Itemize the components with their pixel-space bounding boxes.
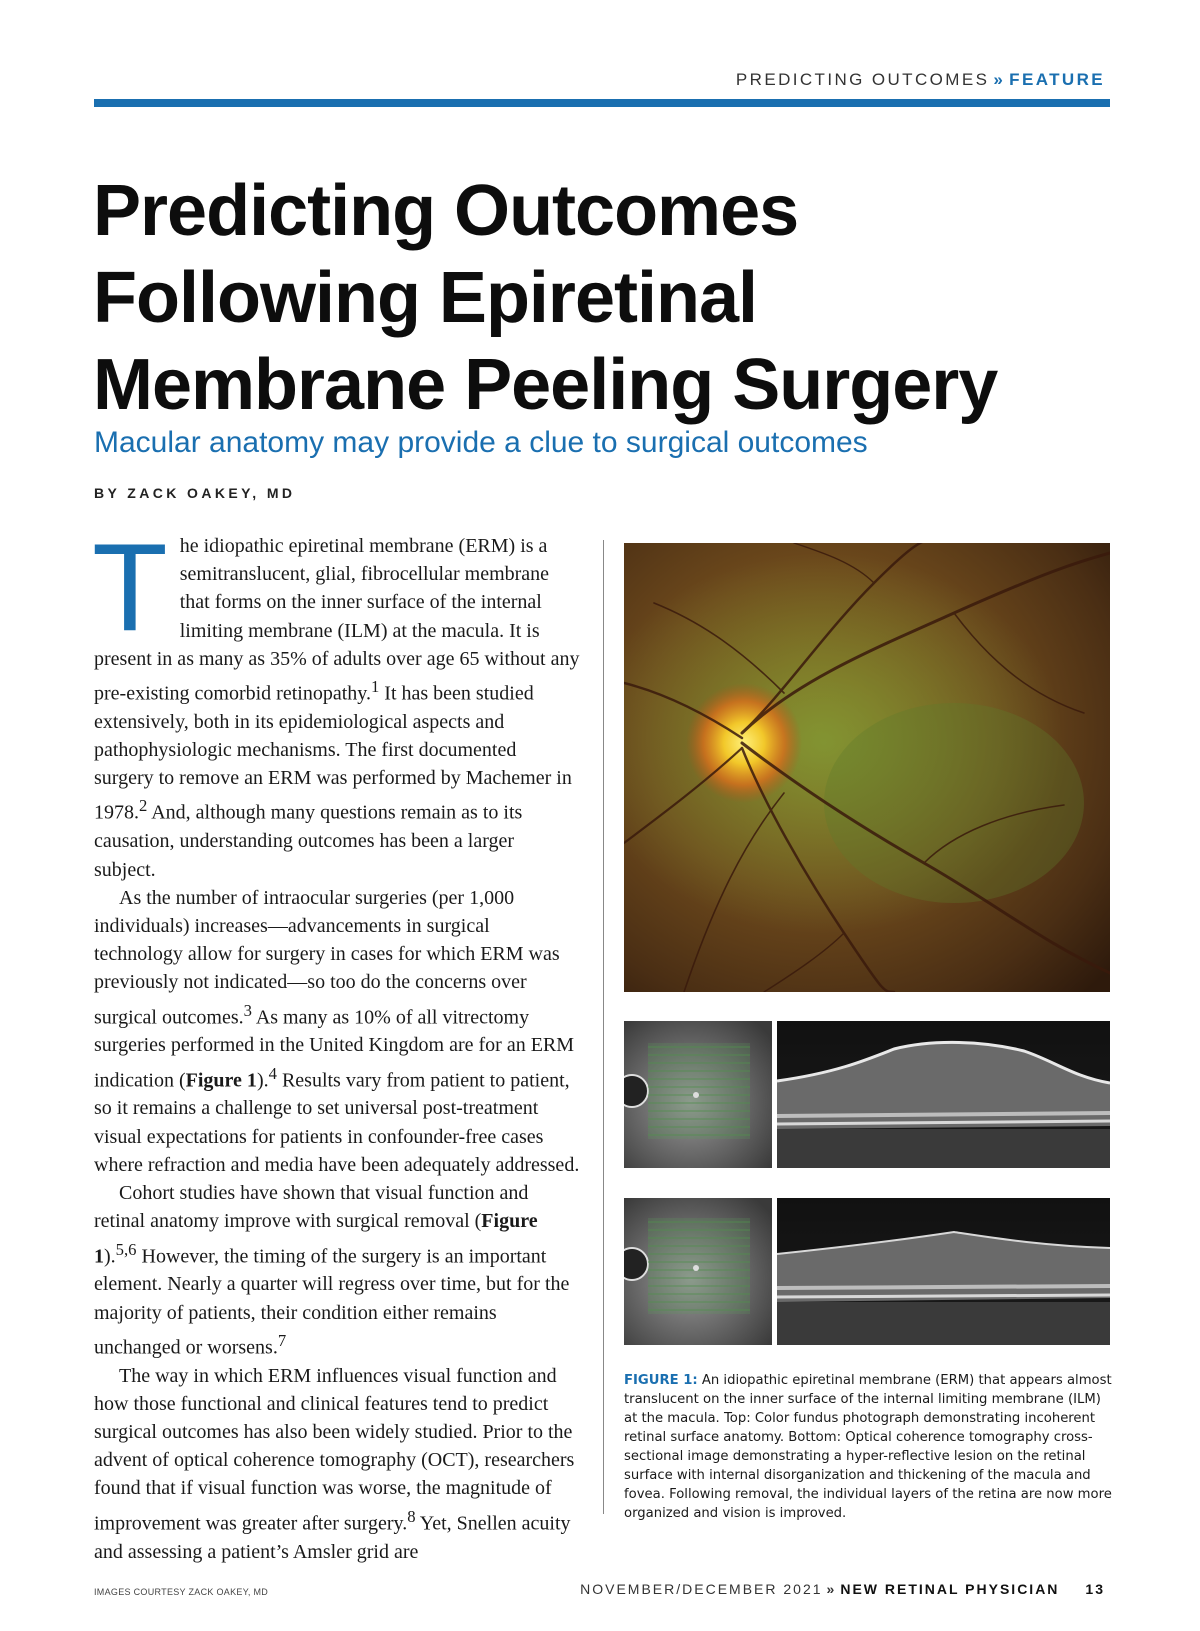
paragraph-2 (94, 884, 580, 1179)
fundus-photo (624, 543, 1110, 992)
article-body (92, 519, 580, 1566)
paragraph-4 (94, 1362, 580, 1566)
paragraph-3-end: However, the timing of the surgery is an important element. Nearly a quarter will regress over time, but for the majority of patients, their condition either remains unchanged or worsens. (94, 1245, 570, 1359)
paragraph-2-close: ). (256, 1069, 269, 1092)
issue-date: NOVEMBER/DECEMBER 2021 (580, 1581, 823, 1597)
figure-reference: Figure 1 (94, 1210, 538, 1268)
paragraph-1 (92, 519, 580, 884)
article-subtitle: Macular anatomy may provide a clue to surgical outcomes (94, 426, 868, 459)
image-credit: IMAGES COURTESY ZACK OAKEY, MD (94, 1587, 269, 1597)
article-title (93, 168, 1133, 429)
title-line-1: Predicting Outcomes (93, 171, 799, 251)
figure-caption (624, 1371, 1114, 1523)
paragraph-3-text: Cohort studies have shown that visual function and retinal anatomy improve with surgical removal ( (94, 1182, 529, 1233)
oct-image-preop (624, 1021, 1110, 1168)
drop-cap: T (92, 519, 168, 657)
figure-caption-text: An idiopathic epiretinal membrane (ERM) that appears almost translucent on the inner surface of the internal limiting membrane (ILM) at the macula. Top: Color fundus photograph demonstrating incoherent retinal surface anatomy. Bottom: Optical coherence tomography cross-sectional image demonstrating a hyper-reflective lesion on the retinal surface with internal disorganization and thickening of the macula and fovea. Following removal, the individual layers of the retina are now more organized and vision is improved. (624, 1373, 1112, 1521)
title-line-3: Membrane Peeling Surgery (93, 345, 998, 425)
figure-label: FIGURE 1: (624, 1373, 698, 1388)
title-line-2: Following Epiretinal (93, 258, 757, 338)
figure-reference: Figure 1 (185, 1069, 257, 1092)
paragraph-2-mid: As many as 10% of all vitrectomy surgeries performed in the United Kingdom are for an ERM indication ( (94, 1006, 575, 1092)
reference-4: 4 (268, 1063, 277, 1083)
paragraph-2-text: As the number of intraocular surgeries (per 1,000 individuals) increases—advancements in surgical technology allow for surgery in cases for which ERM was previously not indicated—so too do the concerns over surgical outcomes. (94, 886, 560, 1029)
paragraph-4-end: Yet, Snellen acuity and assessing a patient’s Amsler grid are (94, 1512, 571, 1563)
running-head-separator: » (993, 70, 1006, 89)
magazine-name: NEW RETINAL PHYSICIAN (840, 1581, 1060, 1597)
reference-5-6: 5,6 (115, 1239, 137, 1259)
paragraph-1-end: And, although many questions remain as to its causation, understanding outcomes has been a larger subject. (94, 802, 523, 881)
paragraph-3-close: ). (104, 1245, 116, 1268)
section-name: PREDICTING OUTCOMES (735, 70, 990, 89)
reference-1: 1 (370, 677, 380, 697)
running-head (736, 70, 1105, 90)
department-name: FEATURE (1009, 70, 1105, 89)
reference-3: 3 (243, 1000, 252, 1020)
reference-7: 7 (277, 1330, 287, 1350)
oct-image-postop (624, 1198, 1110, 1345)
byline: BY ZACK OAKEY, MD (94, 485, 296, 501)
paragraph-3 (94, 1179, 580, 1362)
page-footer (580, 1581, 1105, 1597)
paragraph-1-mid: It has been studied extensively, both in its epidemiological aspects and pathophysiologic mechanisms. The first documented surgery to remove an ERM was performed by Machemer in 1978. (94, 682, 572, 825)
paragraph-1-text: he idiopathic epiretinal membrane (ERM) is a semitranslucent, glial, fibrocellular membrane that forms on the inner surface of the internal limiting membrane (ILM) at the macula. It is present in as many as 35% of adults over age 65 without any pre-existing comorbid retinopathy. (94, 535, 580, 705)
reference-2: 2 (139, 796, 148, 816)
paragraph-4-text: The way in which ERM influences visual function and how those functional and clinical features tend to predict surgical outcomes has also been widely studied. Prior to the advent of optical coherence tomography (OCT), researchers found that if visual function was worse, the magnitude of improvement was greater after surgery. (94, 1364, 575, 1535)
reference-8: 8 (407, 1506, 416, 1526)
page-number: 13 (1085, 1581, 1105, 1597)
footer-separator: » (826, 1581, 837, 1597)
top-rule (94, 99, 1110, 107)
paragraph-2-end: Results vary from patient to patient, so it remains a challenge to set universal post-treatment visual expectations for patients in confounder-free cases where refraction and media have been adequately addressed. (94, 1069, 580, 1176)
column-rule (603, 540, 604, 1514)
